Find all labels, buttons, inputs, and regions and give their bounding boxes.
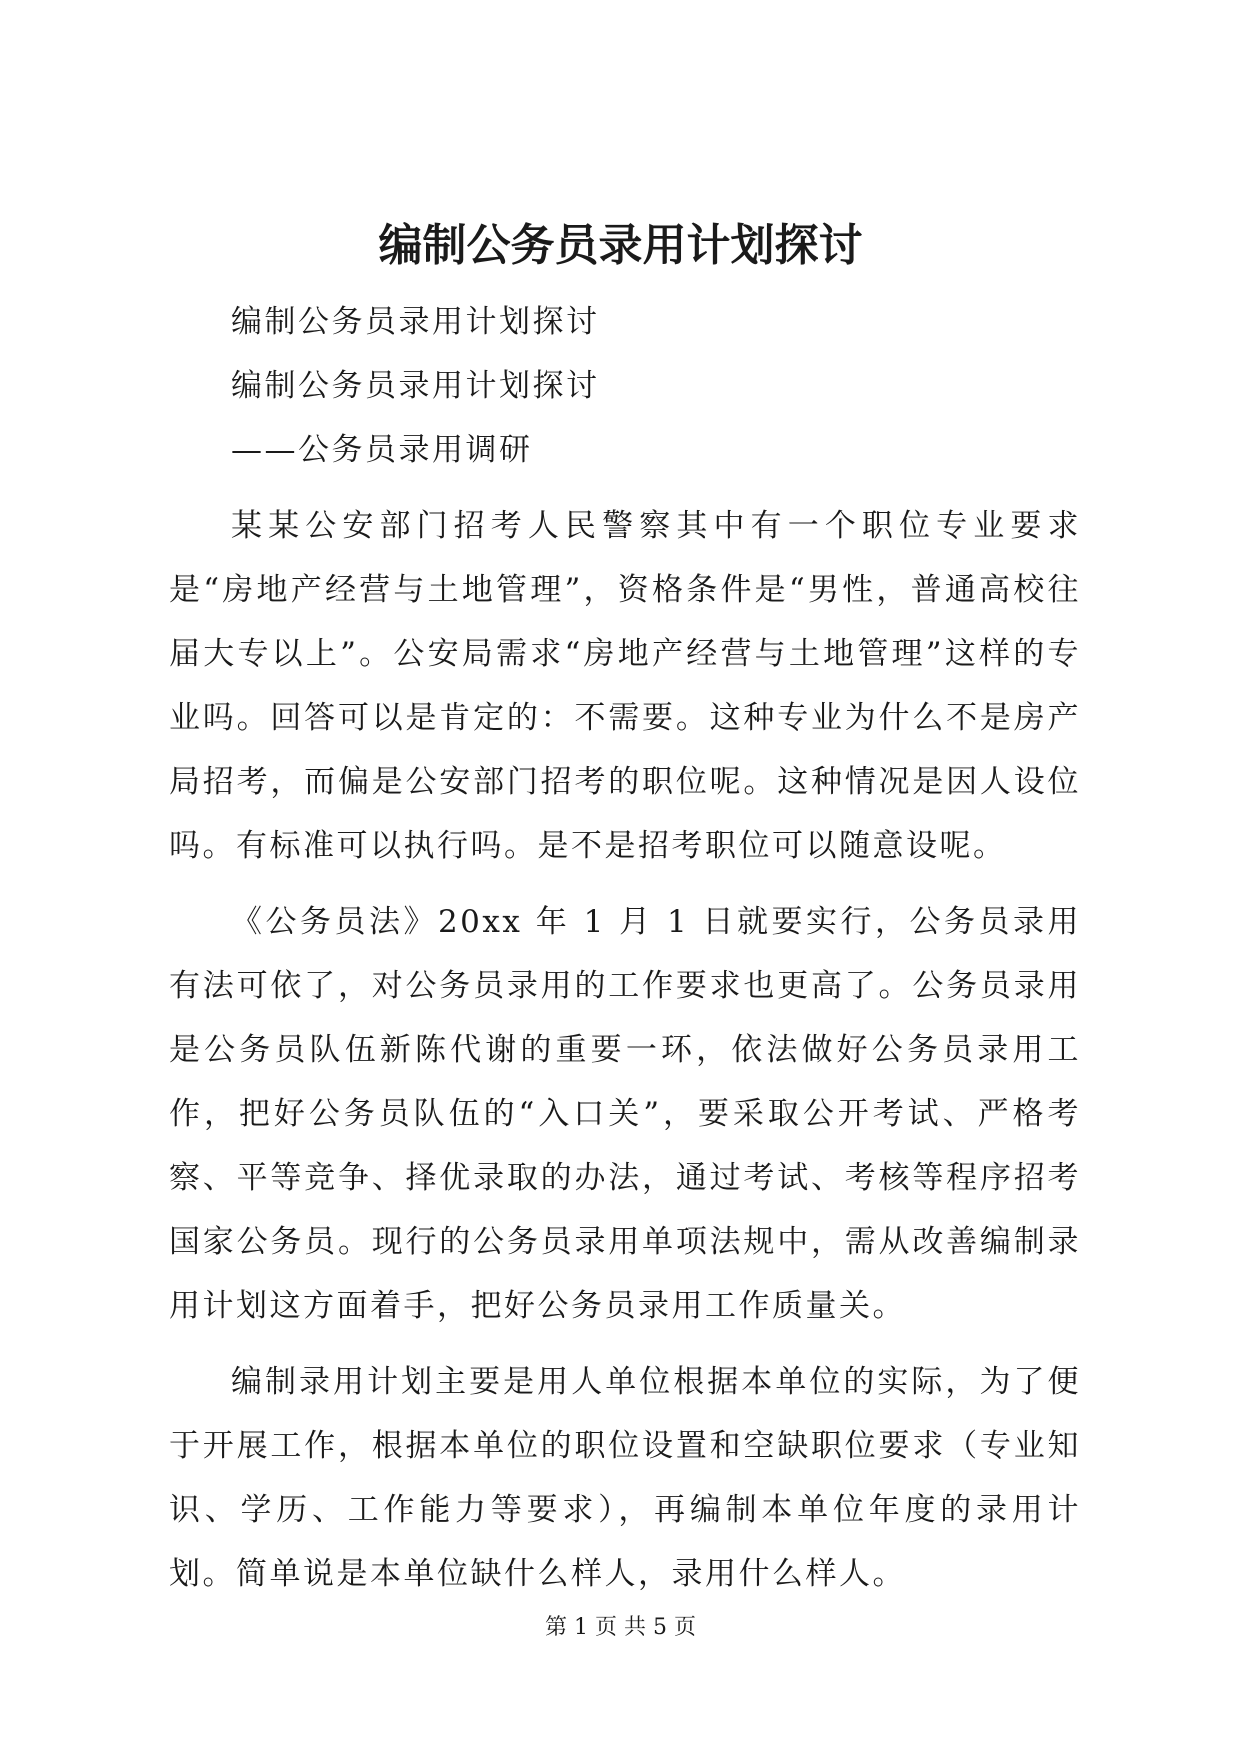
subtitle-line-2: 编制公务员录用计划探讨 bbox=[231, 368, 600, 404]
document-body bbox=[169, 290, 1081, 1606]
paragraph-3: 编制录用计划主要是用人单位根据本单位的实际，为了便于开展工作，根据本单位的职位设置和空缺职位要求（专业知识、学历、工作能力等要求），再编制本单位年度的录用计划。简单说是本单位缺什么样人，录用什么样人。 bbox=[169, 1364, 1081, 1592]
paragraph-2: 《公务员法》20xx 年 1 月 1 日就要实行，公务员录用有法可依了，对公务员录用的工作要求也更高了。公务员录用是公务员队伍新陈代谢的重要一环，依法做好公务员录用工作，把好公务员队伍的“入口关”，要采取公开考试、严格考察、平等竞争、择优录取的办法，通过考试、考核等程序招考国家公务员。现行的公务员录用单项法规中，需从改善编制录用计划这方面着手，把好公务员录用工作质量关。 bbox=[169, 904, 1081, 1324]
document-title: 编制公务员录用计划探讨 bbox=[378, 220, 863, 271]
subtitle-line-3: ——公务员录用调研 bbox=[231, 432, 533, 468]
subtitle-line-1: 编制公务员录用计划探讨 bbox=[231, 304, 600, 340]
page-footer: 第 1 页 共 5 页 bbox=[545, 1615, 696, 1640]
paragraph-1: 某某公安部门招考人民警察其中有一个职位专业要求是“房地产经营与土地管理”，资格条件是“男性，普通高校往届大专以上”。公安局需求“房地产经营与土地管理”这样的专业吗。回答可以是肯定的：不需要。这种专业为什么不是房产局招考，而偏是公安部门招考的职位呢。这种情况是因人设位吗。有标准可以执行吗。是不是招考职位可以随意设呢。 bbox=[169, 508, 1081, 864]
